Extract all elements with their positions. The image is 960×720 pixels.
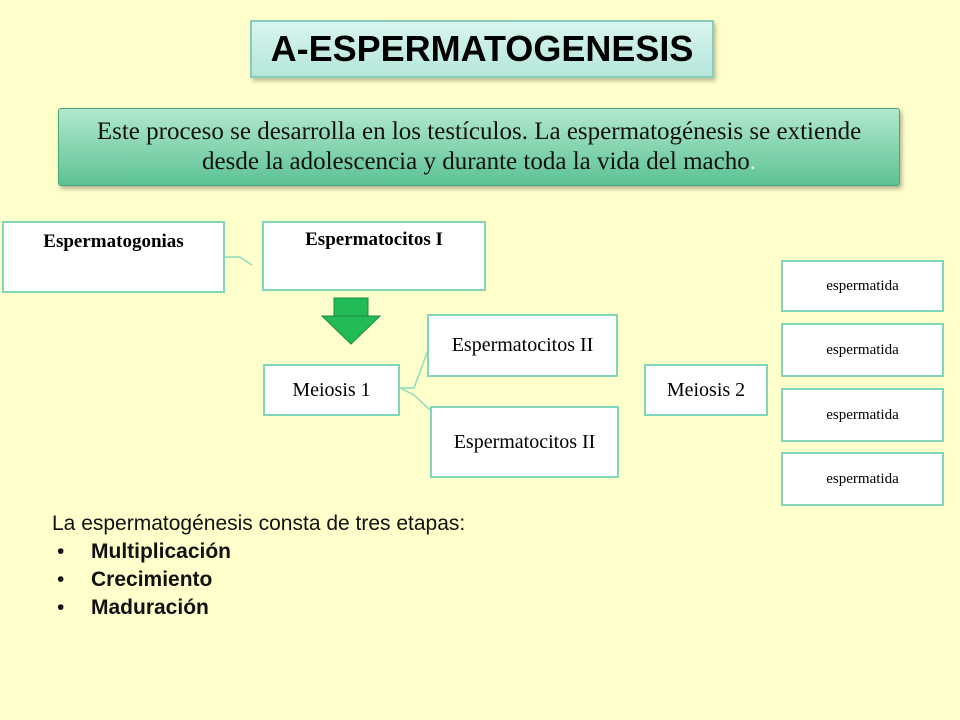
description-period: . (749, 148, 756, 175)
espermatida-label: espermatida (826, 406, 899, 423)
bullet-icon: • (57, 596, 65, 619)
connector-meiosis1-upper (400, 350, 428, 388)
connector-meiosis1-lower (400, 388, 430, 410)
meiosis-1-label: Meiosis 1 (292, 378, 371, 401)
espermatida-box-1 (781, 260, 944, 312)
espermatocitos-2a-label: Espermatocitos II (451, 334, 594, 356)
espermatida-label: espermatida (826, 277, 899, 294)
down-arrow-icon (322, 298, 380, 344)
espermatogonias-box (2, 221, 225, 293)
meiosis-2-box (644, 364, 768, 416)
page-title: A-ESPERMATOGENESIS (270, 28, 694, 69)
stages-list (52, 512, 465, 622)
stages-intro: La espermatogénesis consta de tres etapas: (52, 512, 466, 535)
espermatocitos-1-label: Espermatocitos I (305, 229, 443, 250)
stage-label: Multiplicación (91, 540, 232, 563)
espermatocitos-1-box (262, 221, 486, 291)
espermatida-box-2 (781, 323, 944, 377)
espermatocitos-2b-box (430, 406, 619, 478)
espermatida-box-3 (781, 388, 944, 442)
espermatocitos-2a-box (427, 314, 618, 377)
espermatida-label: espermatida (826, 341, 899, 358)
stage-label: Maduración (91, 596, 209, 619)
espermatida-label: espermatida (826, 470, 899, 487)
stage-item (52, 538, 465, 566)
description-body: Este proceso se desarrolla en los testículos. La espermatogénesis se extiende desde la adolescencia y durante toda la vida del macho (96, 118, 862, 175)
bullet-icon: • (57, 540, 65, 563)
espermatocitos-2b-label: Espermatocitos II (453, 430, 596, 453)
meiosis-2-label: Meiosis 2 (666, 378, 746, 401)
stage-item (52, 594, 465, 622)
espermatida-box-4 (781, 452, 944, 506)
connector-gonias-to-citos1 (224, 257, 252, 265)
bullet-icon: • (57, 568, 65, 591)
stage-label: Crecimiento (91, 568, 213, 591)
espermatogonias-label: Espermatogonias (43, 231, 184, 252)
stage-item (52, 566, 465, 594)
meiosis-1-box (263, 364, 400, 416)
